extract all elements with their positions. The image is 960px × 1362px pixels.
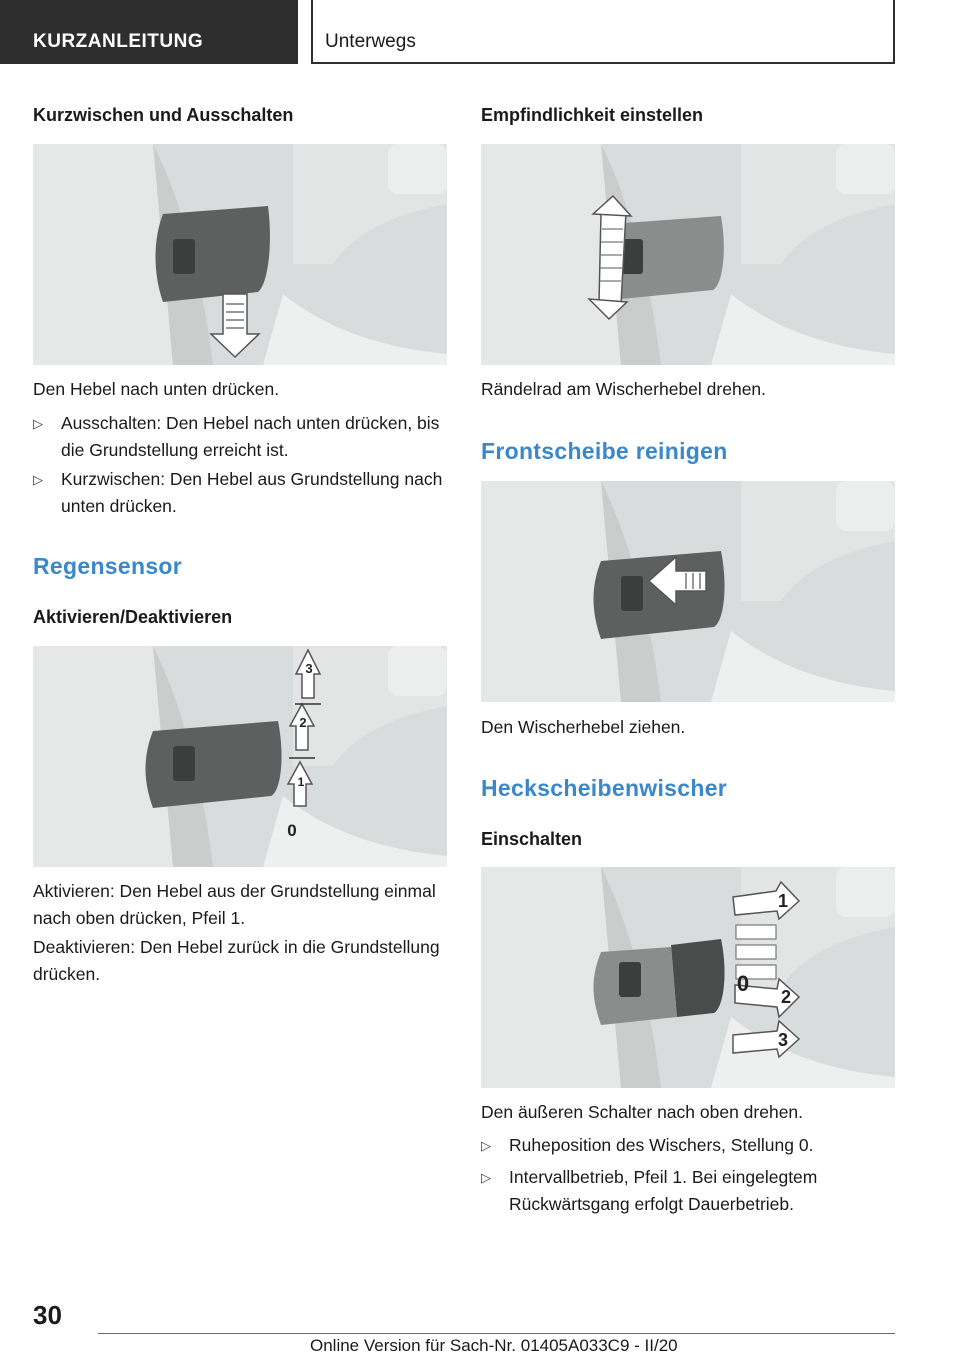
figure-lever-pull bbox=[481, 481, 895, 702]
triangle-right-icon: ▷ bbox=[33, 472, 43, 487]
switch-label-0: 0 bbox=[736, 971, 750, 996]
chapter-label: KURZANLEITUNG bbox=[33, 31, 204, 52]
page-number: 30 bbox=[33, 1300, 62, 1330]
section-title-heckscheibenwischer: Heckscheibenwischer bbox=[481, 775, 728, 801]
section-title-frontscheibe: Frontscheibe reinigen bbox=[481, 438, 728, 464]
figure-lever-push-down bbox=[33, 144, 447, 365]
paragraph-schalter-drehen: Den äußeren Schalter nach oben drehen. bbox=[481, 1102, 804, 1122]
list-item-text: Intervallbetrieb, Pfeil 1. Bei eingelegtem Rückwärtsgang erfolgt Dauerbetrieb. bbox=[509, 1167, 818, 1214]
footer-divider bbox=[98, 1333, 895, 1334]
triangle-right-icon: ▷ bbox=[481, 1170, 491, 1185]
switch-label-2: 2 bbox=[780, 987, 792, 1007]
header-section-box bbox=[311, 0, 895, 64]
switch-label-1: 1 bbox=[777, 891, 789, 911]
paragraph-deaktivieren: Deaktivieren: Den Hebel zurück in die Grundstellung drücken. bbox=[33, 937, 440, 984]
paragraph-hebel-unten: Den Hebel nach unten drücken. bbox=[33, 379, 280, 399]
triangle-right-icon: ▷ bbox=[481, 1138, 491, 1153]
figure-rain-sensor-positions bbox=[33, 646, 447, 867]
switch-label-3: 3 bbox=[777, 1030, 789, 1050]
position-label-0: 0 bbox=[287, 821, 297, 840]
figure-knurled-wheel bbox=[481, 144, 895, 365]
list-item-text: Ausschalten: Den Hebel nach unten drücken, bis die Grundstellung erreicht ist. bbox=[61, 413, 440, 460]
header-chapter-tab bbox=[0, 0, 298, 64]
heading-kurzwischen: Kurzwischen und Ausschalten bbox=[33, 105, 294, 125]
list-item bbox=[33, 466, 447, 520]
section-label: Unterwegs bbox=[325, 31, 416, 52]
triangle-right-icon: ▷ bbox=[33, 416, 43, 431]
position-label-3: 3 bbox=[305, 661, 313, 676]
heading-einschalten: Einschalten bbox=[481, 829, 583, 849]
list-item bbox=[481, 1132, 895, 1159]
list-item-text: Ruheposition des Wischers, Stellung 0. bbox=[509, 1135, 814, 1155]
position-label-1: 1 bbox=[297, 775, 305, 789]
heading-aktivieren: Aktivieren/Deaktivieren bbox=[33, 607, 233, 627]
list-item bbox=[481, 1164, 895, 1218]
position-label-2: 2 bbox=[299, 715, 307, 730]
paragraph-aktivieren: Aktivieren: Den Hebel aus der Grundstellung einmal nach oben drücken, Pfeil 1. bbox=[33, 881, 436, 928]
section-title-regensensor: Regensensor bbox=[33, 553, 183, 579]
list-item bbox=[33, 410, 447, 464]
figure-rear-wiper-switch bbox=[481, 867, 895, 1088]
paragraph-wischerhebel-ziehen: Den Wischerhebel ziehen. bbox=[481, 717, 686, 737]
list-item-text: Kurzwischen: Den Hebel aus Grundstellung nach unten drücken. bbox=[61, 469, 443, 516]
footer-version-text: Online Version für Sach-Nr. 01405A033C9 - II/20 bbox=[310, 1336, 678, 1355]
paragraph-raendelrad: Rändelrad am Wischerhebel drehen. bbox=[481, 379, 767, 399]
heading-empfindlichkeit: Empfindlichkeit einstellen bbox=[481, 105, 704, 125]
